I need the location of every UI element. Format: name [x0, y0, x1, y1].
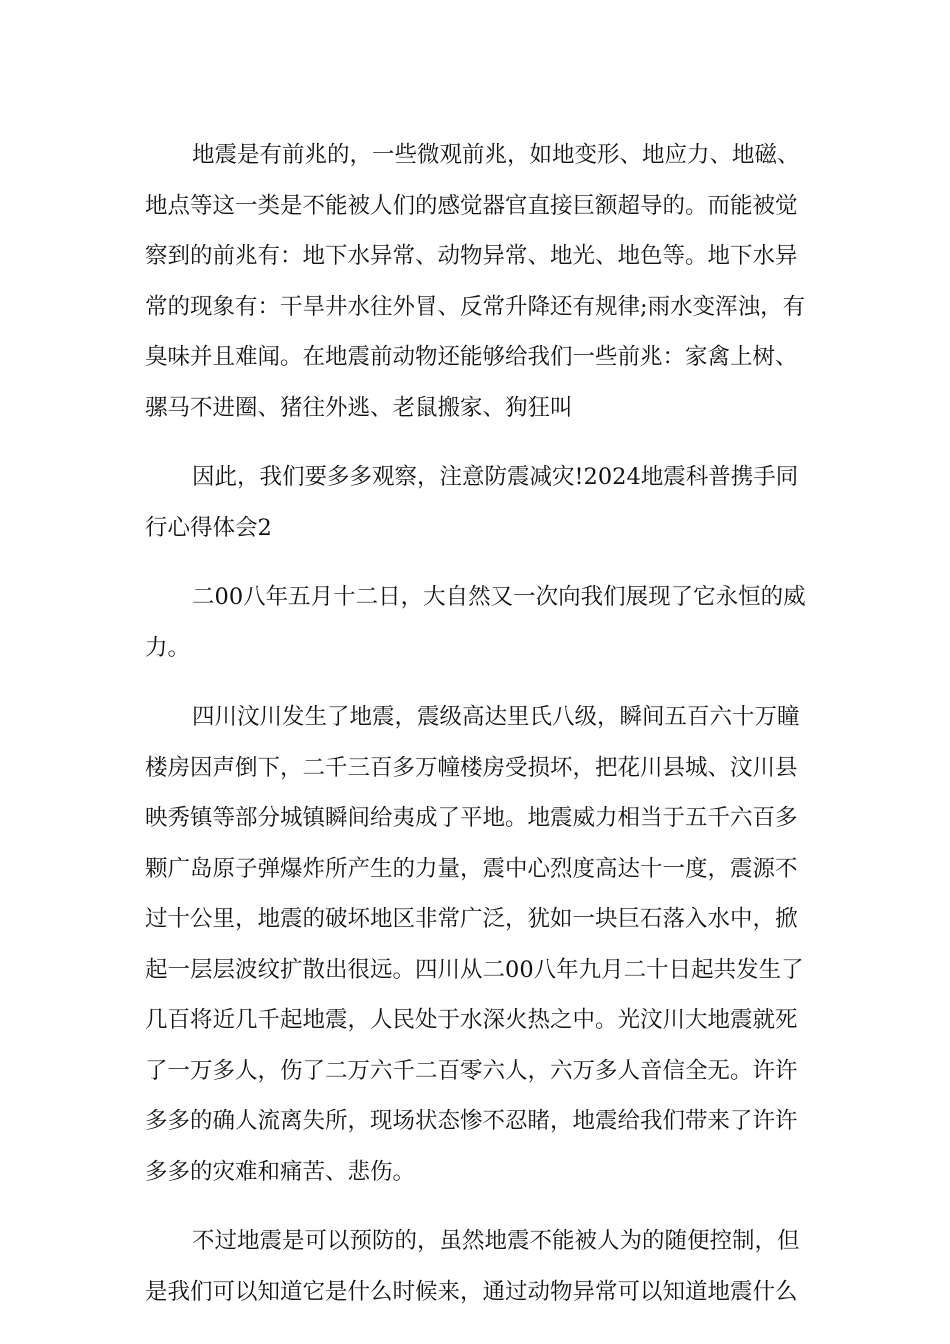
text-line: 是我们可以知道它是什么时候来，通过动物异常可以知道地震什么 [145, 1278, 798, 1305]
text-line: 察到的前兆有：地下水异常、动物异常、地光、地色等。地下水异 [145, 243, 798, 269]
text-line: 常的现象有：干旱井水往外冒、反常升降还有规律;雨水变浑浊，有 [145, 293, 806, 320]
paragraph-wenchuan-earthquake [145, 692, 810, 1197]
text-line: 地点等这一类是不能被人们的感觉器官直接巨额超导的。而能被觉 [145, 192, 798, 219]
paragraph-prevention [145, 1216, 810, 1317]
text-line: 二00八年五月十二日，大自然又一次向我们展现了它永恒的威 [192, 584, 806, 610]
text-line: 了一万多人，伤了二万六千二百零六人，六万多人音信全无。许许 [145, 1057, 798, 1084]
text-line: 行心得体会2 [145, 514, 272, 541]
text-line: 不过地震是可以预防的，虽然地震不能被人为的随便控制，但 [192, 1228, 800, 1254]
text-line: 起一层层波纹扩散出很远。四川从二00八年九月二十日起共发生了 [145, 956, 804, 983]
text-line: 四川汶川发生了地震，震级高达里氏八级，瞬间五百六十万瞳 [192, 704, 800, 730]
paragraph-earthquake-precursors [145, 130, 810, 433]
text-line: 几百将近几千起地震，人民处于水深火热之中。光汶川大地震就死 [145, 1007, 798, 1033]
text-line: 因此，我们要多多观察，注意防震减灾!2024地震科普携手同 [192, 464, 799, 490]
text-line: 楼房因声倒下，二千三百多万幢楼房受损坏，把花川县城、汶川县 [145, 754, 798, 781]
text-line: 多多的确人流离失所，现场状态惨不忍睹，地震给我们带来了许许 [145, 1108, 798, 1134]
text-line: 过十公里，地震的破坏地区非常广泛，犹如一块巨石落入水中，掀 [145, 906, 798, 932]
text-line: 映秀镇等部分城镇瞬间给夷成了平地。地震威力相当于五千六百多 [145, 805, 798, 831]
text-line: 臭味并且难闻。在地震前动物还能够给我们一些前兆：家禽上树、 [145, 344, 798, 370]
paragraph-date [145, 572, 810, 673]
document-page [145, 130, 810, 1317]
text-line: 力。 [145, 634, 191, 661]
paragraph-conclusion-and-heading [145, 452, 810, 553]
text-line: 颗广岛原子弹爆炸所产生的力量，震中心烈度高达十一度，震源不 [145, 855, 798, 882]
text-line: 多多的灾难和痛苦、悲伤。 [145, 1158, 416, 1185]
text-line: 骡马不进圈、猪往外逃、老鼠搬家、狗狂叫 [145, 394, 573, 421]
text-line: 地震是有前兆的，一些微观前兆，如地变形、地应力、地磁、 [192, 142, 800, 168]
